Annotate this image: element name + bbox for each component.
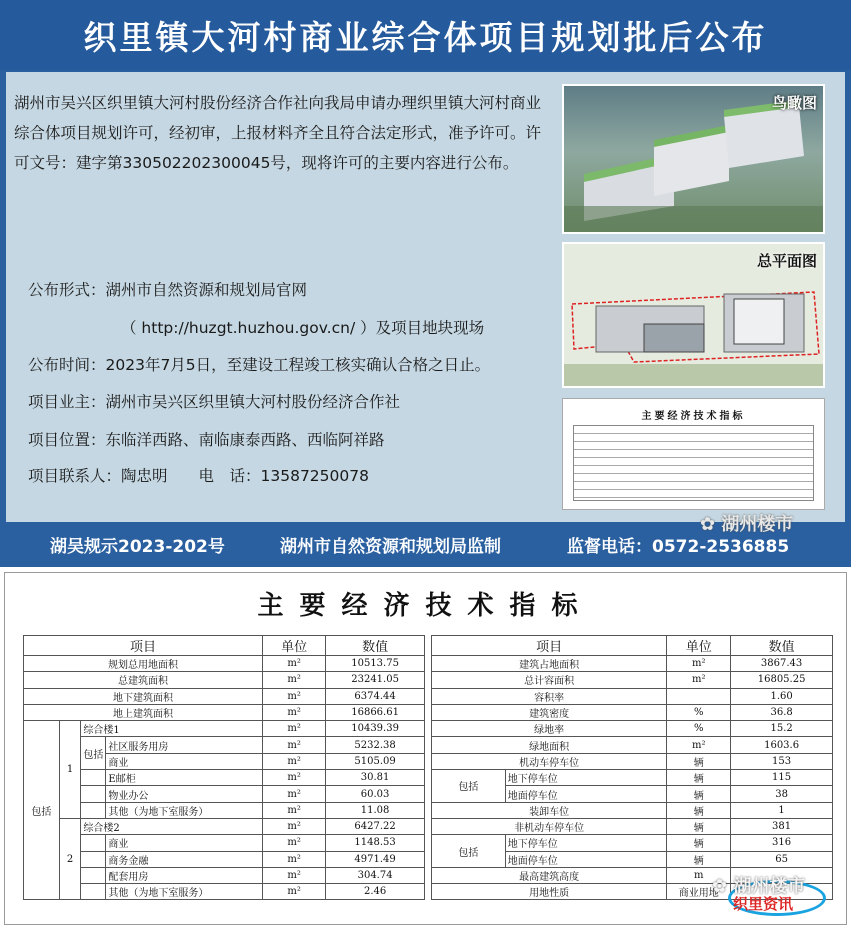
item-unit: % bbox=[667, 704, 731, 720]
item-name: 总计容面积 bbox=[432, 672, 667, 688]
item-value: 65 bbox=[731, 851, 833, 867]
right-indicator-table bbox=[431, 635, 833, 900]
item-value: 3867.43 bbox=[731, 656, 833, 672]
item-name: 配套用房 bbox=[106, 867, 263, 883]
group-label: 包括 bbox=[432, 770, 506, 803]
table-row bbox=[432, 818, 833, 834]
item-unit bbox=[667, 688, 731, 704]
table-row bbox=[24, 688, 425, 704]
item-unit: 商业用地 bbox=[667, 884, 731, 900]
table-title: 主要经济技术指标 bbox=[257, 591, 594, 621]
item-value: 304.74 bbox=[326, 867, 425, 883]
building-name: 综合楼1 bbox=[81, 721, 263, 737]
table-row bbox=[432, 721, 833, 737]
table-row bbox=[24, 884, 425, 900]
table-row bbox=[24, 851, 425, 867]
item-unit: m² bbox=[263, 770, 326, 786]
stamp-text: 织里资讯 bbox=[733, 895, 794, 913]
building-index: 2 bbox=[59, 818, 81, 899]
item-value: 5232.38 bbox=[326, 737, 425, 753]
item-value: 36.8 bbox=[731, 704, 833, 720]
table-row bbox=[432, 802, 833, 818]
item-name: 建筑密度 bbox=[432, 704, 667, 720]
sub-group-label: 包括 bbox=[81, 737, 106, 770]
item-value: 16805.25 bbox=[731, 672, 833, 688]
building-name: 综合楼2 bbox=[81, 818, 263, 834]
item-value: 6427.22 bbox=[326, 818, 425, 834]
item-name: 其他（为地下室服务） bbox=[106, 802, 263, 818]
item-value: 381 bbox=[731, 818, 833, 834]
table-row bbox=[24, 802, 425, 818]
table-row bbox=[24, 737, 425, 753]
item-value: 1 bbox=[731, 802, 833, 818]
item-value: 38 bbox=[731, 786, 833, 802]
item-name: 最高建筑高度 bbox=[432, 867, 667, 883]
table-row bbox=[24, 835, 425, 851]
item-name: 非机动车停车位 bbox=[432, 818, 667, 834]
supervisor-phone: 监督电话：0572-2536885 bbox=[567, 537, 790, 557]
item-unit: m² bbox=[263, 884, 326, 900]
table-row bbox=[432, 770, 833, 786]
item-name: 商业 bbox=[106, 835, 263, 851]
table-row bbox=[432, 737, 833, 753]
table-row bbox=[24, 721, 425, 737]
empty-cell bbox=[81, 851, 106, 867]
header-unit: 单位 bbox=[263, 636, 326, 656]
table-row bbox=[24, 818, 425, 834]
item-value: 11.08 bbox=[326, 802, 425, 818]
header-value: 数值 bbox=[731, 636, 833, 656]
title-bar bbox=[0, 0, 851, 70]
item-unit: 辆 bbox=[667, 851, 731, 867]
item-name: 地下停车位 bbox=[505, 770, 667, 786]
item-name: 地面停车位 bbox=[505, 851, 667, 867]
table-row bbox=[24, 672, 425, 688]
item-unit: m² bbox=[667, 737, 731, 753]
item-unit: 辆 bbox=[667, 818, 731, 834]
item-value: 1603.6 bbox=[731, 737, 833, 753]
table-row bbox=[432, 753, 833, 769]
item-name: 地上建筑面积 bbox=[24, 704, 263, 720]
item-name: 建筑占地面积 bbox=[432, 656, 667, 672]
item-name: 机动车停车位 bbox=[432, 753, 667, 769]
item-unit: m² bbox=[263, 867, 326, 883]
watermark-top: ✿ 湖州楼市 bbox=[700, 514, 794, 535]
item-unit: m² bbox=[263, 688, 326, 704]
item-unit: m² bbox=[263, 721, 326, 737]
item-value: 10513.75 bbox=[326, 656, 425, 672]
item-value: 316 bbox=[731, 835, 833, 851]
table-row bbox=[24, 704, 425, 720]
item-name: 地下建筑面积 bbox=[24, 688, 263, 704]
table-row bbox=[24, 770, 425, 786]
item-value: 2.46 bbox=[326, 884, 425, 900]
content-panel bbox=[6, 72, 845, 522]
item-unit: 辆 bbox=[667, 786, 731, 802]
item-value: 6374.44 bbox=[326, 688, 425, 704]
header-unit: 单位 bbox=[667, 636, 731, 656]
item-name: E邮柜 bbox=[106, 770, 263, 786]
item-unit: m² bbox=[667, 656, 731, 672]
group-label: 包括 bbox=[24, 721, 60, 900]
item-unit: m² bbox=[263, 818, 326, 834]
item-value: 1.60 bbox=[731, 688, 833, 704]
empty-cell bbox=[81, 867, 106, 883]
table-row bbox=[432, 688, 833, 704]
table-row bbox=[432, 656, 833, 672]
item-value: 16866.61 bbox=[326, 704, 425, 720]
project-owner: 项目业主：湖州市吴兴区织里镇大河村股份经济合作社 bbox=[28, 393, 401, 411]
mini-indicator-table bbox=[562, 398, 825, 510]
item-value: 30.81 bbox=[326, 770, 425, 786]
empty-cell bbox=[81, 802, 106, 818]
item-unit: m² bbox=[263, 737, 326, 753]
item-unit: m² bbox=[667, 672, 731, 688]
item-value: 1148.53 bbox=[326, 835, 425, 851]
aerial-view-image bbox=[562, 84, 825, 234]
group-label: 包括 bbox=[432, 835, 506, 868]
item-unit: m² bbox=[263, 835, 326, 851]
item-unit: m² bbox=[263, 753, 326, 769]
aerial-label: 鸟瞰图 bbox=[771, 94, 817, 112]
site-plan-image bbox=[562, 242, 825, 388]
item-name: 地下停车位 bbox=[505, 835, 667, 851]
item-unit: m bbox=[667, 867, 731, 883]
item-name: 社区服务用房 bbox=[106, 737, 263, 753]
item-unit: 辆 bbox=[667, 770, 731, 786]
table-row bbox=[432, 672, 833, 688]
mini-table-title: 主要经济技术指标 bbox=[641, 411, 746, 422]
publish-form: 公布形式：湖州市自然资源和规划局官网 bbox=[28, 281, 308, 299]
empty-cell bbox=[81, 835, 106, 851]
item-value: 153 bbox=[731, 753, 833, 769]
publish-url: （ http://huzgt.huzhou.gov.cn/ ）及项目地块现场 bbox=[121, 319, 485, 337]
item-name: 规划总用地面积 bbox=[24, 656, 263, 672]
item-value: 115 bbox=[731, 770, 833, 786]
item-value: 4971.49 bbox=[326, 851, 425, 867]
item-unit: 辆 bbox=[667, 802, 731, 818]
table-row bbox=[24, 867, 425, 883]
item-value: 10439.39 bbox=[326, 721, 425, 737]
item-unit: m² bbox=[263, 802, 326, 818]
watermark-bottom: ✿ 湖州楼市 bbox=[712, 876, 806, 897]
project-contact: 项目联系人：陶忠明 电 话：13587250078 bbox=[28, 467, 369, 485]
item-unit: 辆 bbox=[667, 753, 731, 769]
item-name: 商业 bbox=[106, 753, 263, 769]
item-unit: % bbox=[667, 721, 731, 737]
item-name: 其他（为地下室服务） bbox=[106, 884, 263, 900]
item-unit: m² bbox=[263, 851, 326, 867]
item-name: 绿地面积 bbox=[432, 737, 667, 753]
item-unit: m² bbox=[263, 704, 326, 720]
header-item: 项目 bbox=[432, 636, 667, 656]
item-name: 装卸车位 bbox=[432, 802, 667, 818]
header-item: 项目 bbox=[24, 636, 263, 656]
table-row bbox=[432, 704, 833, 720]
table-row bbox=[24, 656, 425, 672]
item-value: 60.03 bbox=[326, 786, 425, 802]
item-unit: m² bbox=[263, 672, 326, 688]
building-index: 1 bbox=[59, 721, 81, 819]
intro-paragraph: 湖州市吴兴区织里镇大河村股份经济合作社向我局申请办理织里镇大河村商业综合体项目规划许可，经初审，上报材料齐全且符合法定形式，准予许可。许可文号：建字第330502202300045号，现将许可的主要内容进行公布。 bbox=[14, 94, 542, 172]
permit-code: 湖吴规示2023-202号 bbox=[50, 537, 225, 557]
item-name: 总建筑面积 bbox=[24, 672, 263, 688]
item-name: 用地性质 bbox=[432, 884, 667, 900]
header-value: 数值 bbox=[326, 636, 425, 656]
wechat-icon: ✿ bbox=[700, 514, 722, 535]
site-plan-label: 总平面图 bbox=[756, 252, 817, 270]
item-name: 地面停车位 bbox=[505, 786, 667, 802]
wechat-icon-bottom: ✿ bbox=[712, 876, 734, 897]
item-unit: m² bbox=[263, 656, 326, 672]
item-unit: 辆 bbox=[667, 835, 731, 851]
left-indicator-table bbox=[23, 635, 425, 900]
empty-cell bbox=[81, 884, 106, 900]
header-row bbox=[432, 636, 833, 656]
item-name: 物业办公 bbox=[106, 786, 263, 802]
table-row bbox=[24, 786, 425, 802]
item-value: 15.2 bbox=[731, 721, 833, 737]
supervisor: 湖州市自然资源和规划局监制 bbox=[280, 537, 501, 557]
header-row bbox=[24, 636, 425, 656]
empty-cell bbox=[81, 786, 106, 802]
item-name: 绿地率 bbox=[432, 721, 667, 737]
item-value: 5105.09 bbox=[326, 753, 425, 769]
item-value: 23241.05 bbox=[326, 672, 425, 688]
table-row bbox=[432, 835, 833, 851]
page-title: 织里镇大河村商业综合体项目规划批后公布 bbox=[83, 17, 768, 57]
mini-table-lines bbox=[573, 425, 814, 501]
item-name: 容积率 bbox=[432, 688, 667, 704]
project-location: 项目位置：东临洋西路、南临康泰西路、西临阿祥路 bbox=[28, 431, 385, 449]
empty-cell bbox=[81, 770, 106, 786]
publish-time: 公布时间：2023年7月5日，至建设工程竣工核实确认合格之日止。 bbox=[28, 356, 491, 374]
item-name: 商务金融 bbox=[106, 851, 263, 867]
item-unit: m² bbox=[263, 786, 326, 802]
